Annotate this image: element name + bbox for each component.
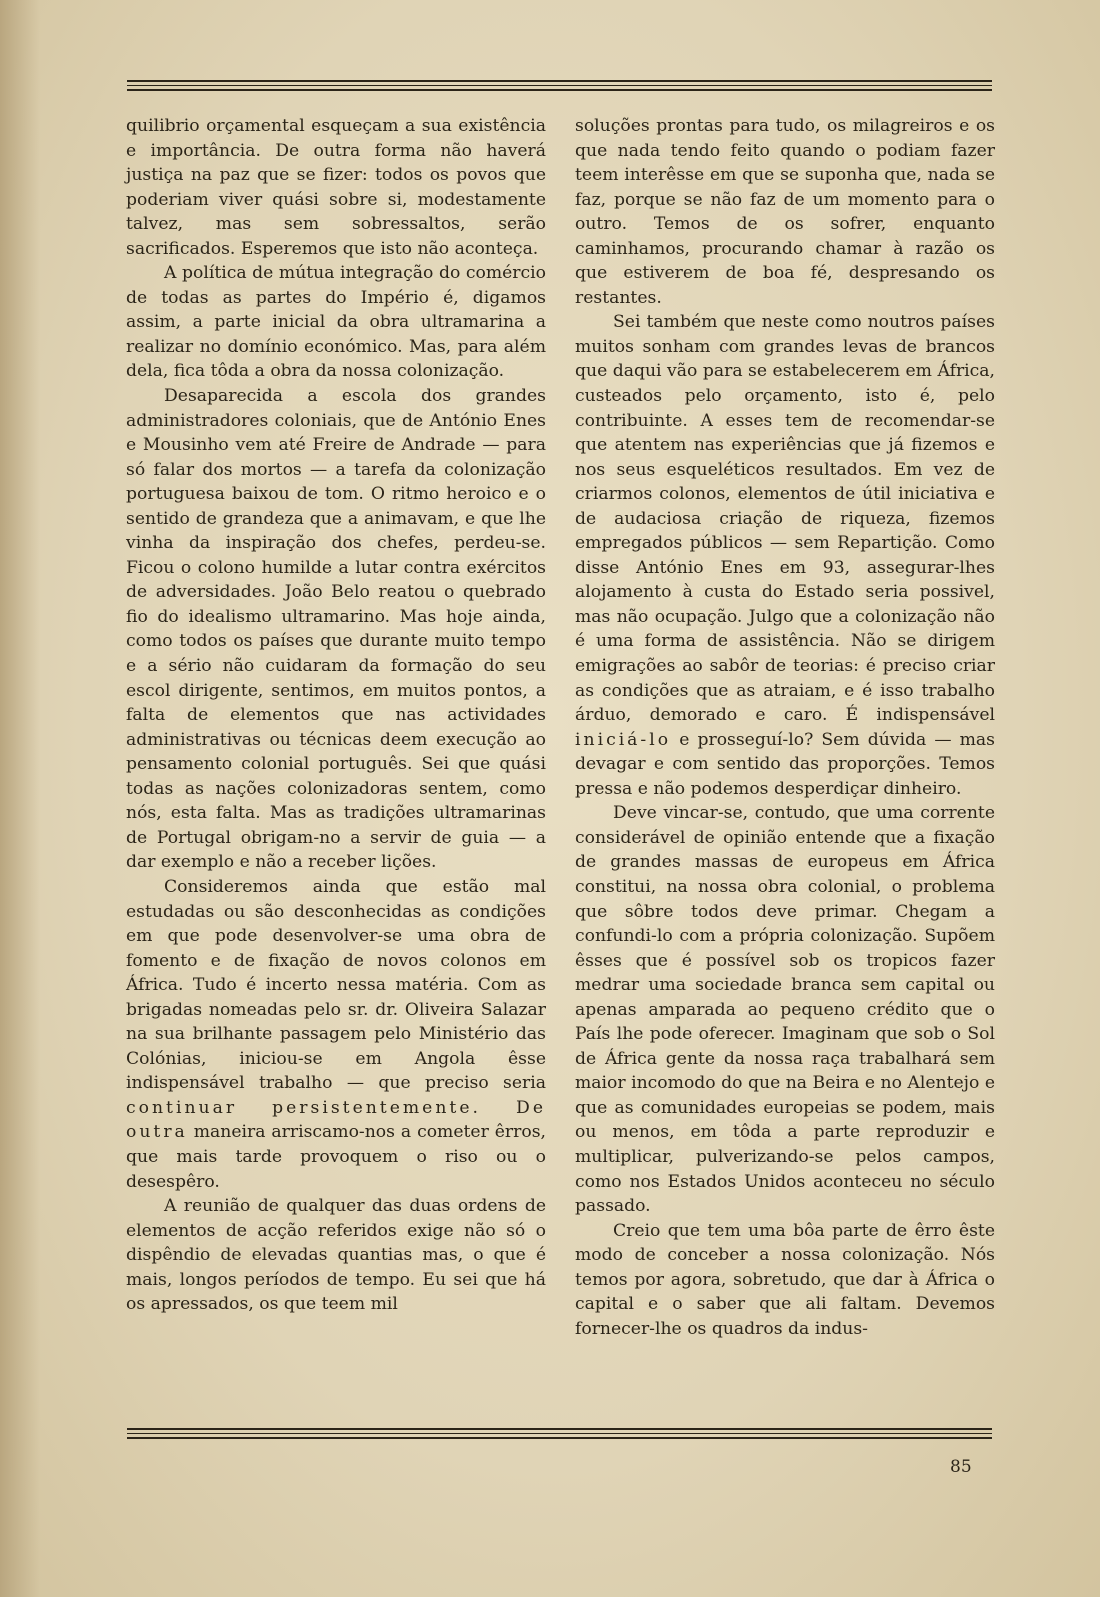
paragraph: quilibrio orçamental esqueçam a sua existência e importância. De outra forma não haverá justiça na paz que se fizer: todos os povos que poderiam viver quási sobre si, modestamente talvez, mas sem sobressaltos, serão sacrificados. Esperemos que isto não aconteça. bbox=[126, 116, 546, 259]
paragraph bbox=[575, 310, 995, 801]
spaced-text: iniciá-lo bbox=[575, 729, 672, 750]
spaced-text: continuar persistentemente. De outra bbox=[126, 1097, 546, 1143]
paragraph: A política de mútua integração do comércio de todas as partes do Império é, digamos assim, a parte inicial da obra ultramarina a realizar no domínio económico. Mas, para além dela, fica tôda a obra da nossa colonização. bbox=[126, 263, 546, 382]
paragraph: Creio que tem uma bôa parte de êrro êste modo de conceber a nossa colonização. Nós temos por agora, sobretudo, que dar à África o capital e o saber que ali faltam. Devemos fornecer-lhe os quadros da indus- bbox=[575, 1220, 995, 1339]
text-run: maneira arriscamo-nos a cometer êrros, que mais tarde provoquem o riso ou o desespêro. bbox=[126, 1122, 546, 1192]
text-run: Consideremos ainda que estão mal estudadas ou são desconhecidas as condições em que pode desenvolver-se uma obra de fomento e de fixação de novos colonos em África. Tudo é incerto nessa matéria. Com as brigadas nomeadas pelo sr. dr. Oliveira Salazar na sua brilhante passagem pelo Ministério das Colónias, iniciou-se em Angola êsse indispensável trabalho — que preciso seria bbox=[126, 876, 546, 1094]
paragraph: Deve vincar-se, contudo, que uma corrente considerável de opinião entende que a fixação de grandes massas de europeus em África constitui, na nossa obra colonial, o problema que sôbre todos deve primar. Chegam a confundi-lo com a própria colonização. Supõem êsses que é possível sob os tropicos fazer medrar uma sociedade branca sem capital ou apenas amparada ao pequeno crédito que o País lhe pode oferecer. Imaginam que sob o Sol de África gente da nossa raça trabalhará sem maior incomodo do que na Beira e no Alentejo e que as comunidades europeias se podem, mais ou menos, em tôda a parte reproduzir e multiplicar, pulverizando-se pelos campos, como nos Estados Unidos aconteceu no século passado. bbox=[575, 803, 995, 1217]
text-run: Sei também que neste como noutros países muitos sonham com grandes levas de brancos que daqui vão para se estabelecerem em África, custeados pelo orçamento, isto é, pelo contribuinte. A esses tem de recomendar-se que atentem nas experiências que já fizemos e nos seus esqueléticos resultados. Em vez de criarmos colonos, elementos de útil iniciativa e de audaciosa criação de riqueza, fizemos empregados públicos — sem Repartição. Como disse António Enes em 93, assegurar-lhes alojamento à custa do Estado seria possivel, mas não ocupação. Julgo que a colonização não é uma forma de assistência. Não se dirigem emigrações ao sabôr de teorias: é preciso criar as condições que as atraiam, e é isso trabalho árduo, demorado e caro. É indispensável bbox=[575, 312, 995, 726]
top-rule bbox=[127, 80, 992, 94]
paragraph: soluções prontas para tudo, os milagreiros e os que nada tendo feito quando o podiam fazer teem interêsse em que se suponha que, nada se faz, porque se não faz de um momento para o outro. Temos de os sofrer, enquanto caminhamos, procurando chamar à razão os que estiverem de boa fé, despresando os restantes. bbox=[575, 116, 995, 308]
left-column bbox=[126, 114, 546, 1317]
text-run: e prosseguí-lo? Sem dúvida — mas devagar e com sentido das proporções. Temos pressa e não podemos desperdiçar dinheiro. bbox=[575, 729, 995, 799]
page-number: 85 bbox=[950, 1457, 972, 1477]
page-edge-shadow bbox=[0, 0, 40, 1597]
paragraph: A reunião de qualquer das duas ordens de elementos de acção referidos exige não só o dispêndio de elevadas quantias mas, o que é mais, longos períodos de tempo. Eu sei que há os apressados, os que teem mil bbox=[126, 1196, 546, 1315]
right-column bbox=[575, 114, 995, 1341]
paragraph: Desaparecida a escola dos grandes administradores coloniais, que de António Enes e Mousinho vem até Freire de Andrade — para só falar dos mortos — a tarefa da colonização portuguesa baixou de tom. O ritmo heroico e o sentido de grandeza que a animavam, e que lhe vinha da inspiração dos chefes, perdeu-se. Ficou o colono humilde a lutar contra exércitos de adversidades. João Belo reatou o quebrado fio do idealismo ultramarino. Mas hoje ainda, como todos os países que durante muito tempo e a sério não cuidaram da formação do seu escol dirigente, sentimos, em muitos pontos, a falta de elementos que nas actividades administrativas ou técnicas deem execução ao pensamento colonial português. Sei que quási todas as nações colonizadoras sentem, como nós, esta falta. Mas as tradições ultramarinas de Portugal obrigam-no a servir de guia — a dar exemplo e não a receber lições. bbox=[126, 386, 546, 873]
bottom-rule bbox=[127, 1428, 992, 1442]
paragraph bbox=[126, 875, 546, 1194]
